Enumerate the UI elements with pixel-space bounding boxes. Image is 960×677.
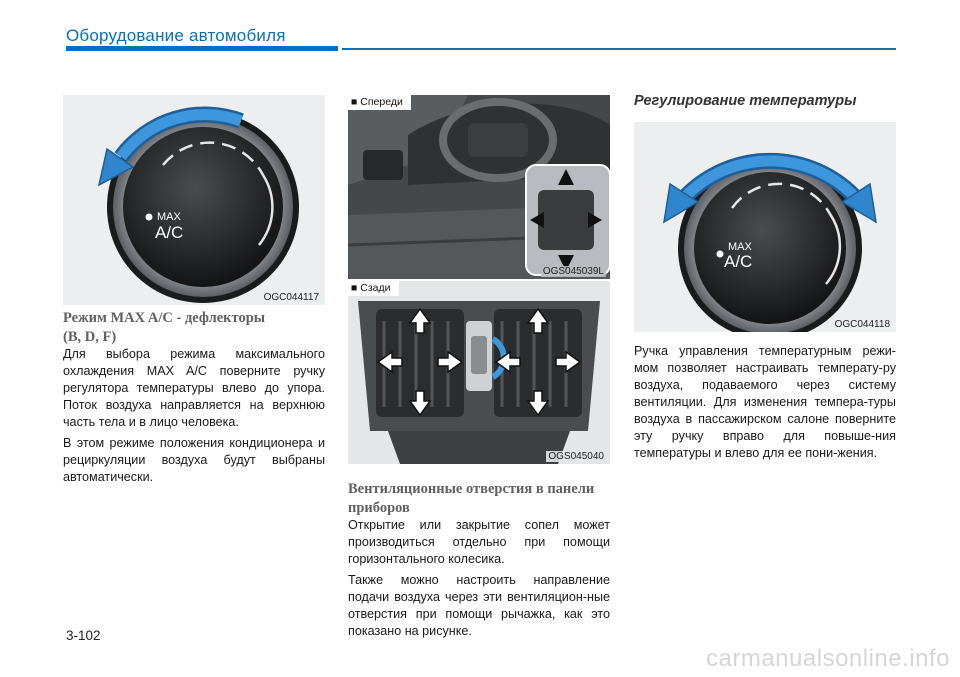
front-vents-figure xyxy=(348,95,610,279)
ac-label: A/C xyxy=(724,252,753,271)
figure-code: OGS045039L xyxy=(542,266,604,277)
heading-line: (B, D, F) xyxy=(63,329,117,345)
header-rule xyxy=(342,48,896,50)
paragraph: В этом режиме положения кондиционера и рециркуляции воздуха будут выбраны автоматически. xyxy=(63,436,325,484)
vents-heading xyxy=(348,480,613,518)
max-label: MAX xyxy=(157,211,181,223)
max-ac-dial-illustration xyxy=(63,95,325,305)
temperature-description xyxy=(634,343,896,466)
ac-label: A/C xyxy=(155,223,184,242)
heading-line: Вентиляционные отверстия в панели xyxy=(348,481,595,497)
heading-line: приборов xyxy=(348,500,410,516)
paragraph: Открытие или закрытие сопел может производиться отдельно при помощи горизонтального колесика. xyxy=(348,518,610,566)
page-number: 3-102 xyxy=(66,628,101,643)
section-title: Оборудование автомобиля xyxy=(66,26,286,45)
figure-tag: ■ Спереди xyxy=(348,95,411,110)
figure-tag: ■ Сзади xyxy=(348,281,399,296)
max-ac-dial-figure xyxy=(63,95,325,305)
temperature-dial-illustration xyxy=(634,122,896,332)
dashboard-illustration xyxy=(348,95,610,279)
max-ac-heading xyxy=(63,309,328,347)
heading-line: Режим MAX A/C - дефлекторы xyxy=(63,310,266,326)
paragraph: Ручка управления температурным режи-мом позволяет настраивать температу-ру воздуха, подаваемого через систему вентиляции. Для изменения темпера-туры воздуха в пассажирском салоне поверните эту ручку вправо для повыше-ния температуры и влево для ее пони-жения. xyxy=(634,344,896,460)
rear-vents-figure xyxy=(348,281,610,464)
figure-code: OGC044117 xyxy=(263,292,319,303)
header-rule-accent xyxy=(66,46,338,51)
rear-vent-illustration xyxy=(348,281,610,464)
paragraph: Также можно настроить направление подачи воздуха через эти вентиляцион-ные отверстия при помощи рычажка, как это показано на рисунке. xyxy=(348,573,610,638)
max-label: MAX xyxy=(728,241,752,253)
paragraph: Для выбора режима максимального охлаждения MAX A/C поверните ручку регулятора температуры влево до упора. Поток воздуха направляется на верхнюю часть тела и в лицо человека. xyxy=(63,347,325,429)
watermark: carmanualsonline.info xyxy=(706,645,950,672)
temperature-heading: Регулирование температуры xyxy=(634,93,857,109)
vents-description xyxy=(348,517,610,644)
figure-code: OGS045040 xyxy=(548,451,604,462)
figure-code: OGC044118 xyxy=(834,319,890,330)
temperature-dial-figure xyxy=(634,122,896,332)
max-ac-description xyxy=(63,346,325,490)
